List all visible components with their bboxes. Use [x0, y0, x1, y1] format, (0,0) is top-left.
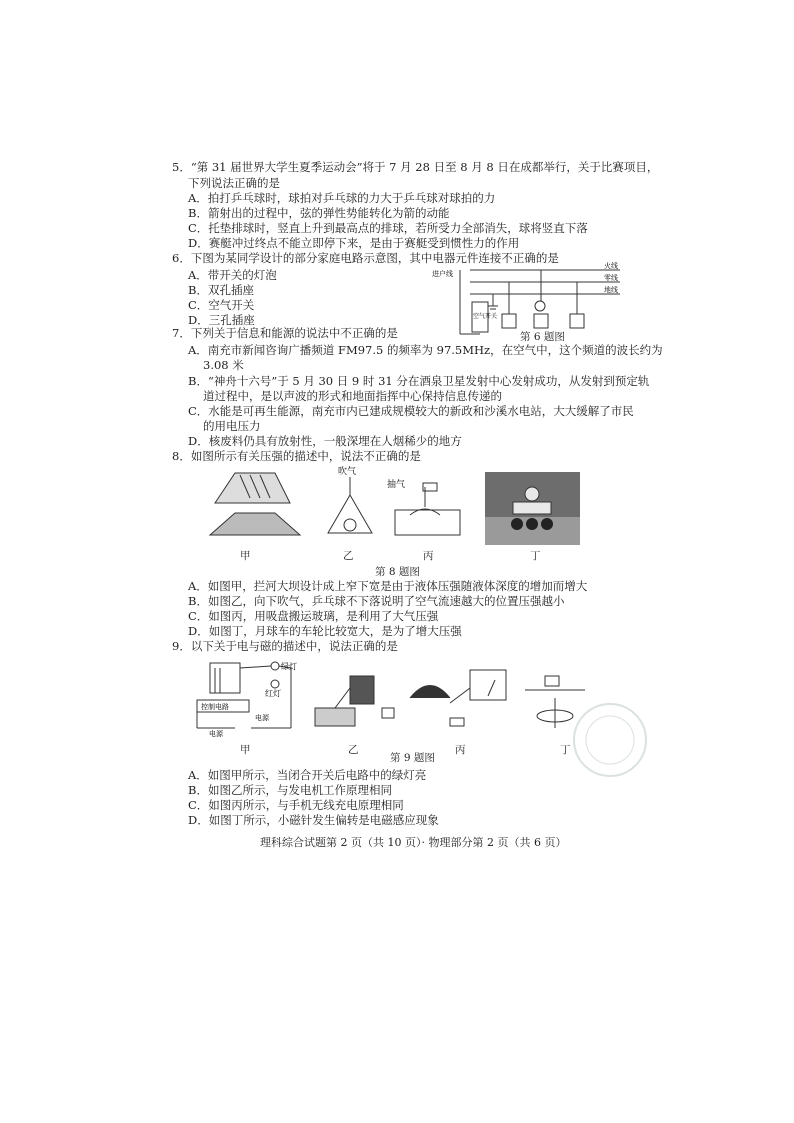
q6-option-d: D．三孔插座 — [188, 313, 255, 327]
q6-figure-caption: 第 6 题图 — [520, 331, 565, 343]
q9-option-d: D．如图丁所示，小磁针发生偏转是电磁感应现象 — [188, 813, 439, 827]
q5-option-d: D．赛艇冲过终点不能立即停下来，是由于赛艇受到惯性力的作用 — [188, 236, 520, 250]
q6-stem: 6．下图为某同学设计的部分家庭电路示意图，其中电器元件连接不正确的是 — [172, 251, 559, 265]
q6-label-breaker: 空气开关 — [473, 313, 498, 320]
q7-option-c-cont: 的用电压力 — [203, 419, 261, 433]
q7-option-b: B．“神舟十六号”于 5 月 30 日 9 时 31 分在酒泉卫星发射中心发射成功，从发射到预定轨 — [188, 374, 650, 388]
q5-option-c: C．托垫排球时，竖直上升到最高点的排球，若所受力全部消失，球将竖直下落 — [188, 221, 588, 235]
q9-label-bing: 丙 — [455, 744, 466, 756]
q7-option-a: A．南充市新闻咨询广播频道 FM97.5 的频率为 97.5MHz，在空气中，这个频道的波长约为 — [188, 343, 663, 357]
q9-label-ding: 丁 — [560, 744, 571, 756]
q8-label-ding: 丁 — [530, 550, 541, 562]
q9-option-a: A．如图甲所示，当闭合开关后电路中的绿灯亮 — [188, 768, 427, 782]
q6-option-a: A．带开关的灯泡 — [188, 268, 277, 282]
q8-fig-yi-funnel — [320, 465, 380, 540]
q9-label-src2: 电源 — [255, 714, 269, 722]
q5-option-a: A．拍打乒乓球时，球拍对乒乓球的力大于乒乓球对球拍的力 — [188, 191, 496, 205]
q9-label-yi: 乙 — [348, 744, 359, 756]
q5-stem: 5．“第 31 届世界大学生夏季运动会”将于 7 月 28 日至 8 月 8 日在成都举行，关于比赛项目， — [172, 160, 659, 174]
q8-label-jia: 甲 — [240, 550, 251, 562]
q9-fig-bing-generator — [405, 668, 510, 738]
q6-option-c: C．空气开关 — [188, 298, 255, 312]
q9-fig-jia-relay — [195, 658, 305, 738]
q8-stem: 8．如图所示有关压强的描述中，说法不正确的是 — [172, 449, 421, 463]
q8-fig-jia-dam — [205, 463, 305, 538]
q9-label-ctrl: 控制电路 — [201, 703, 229, 711]
q8-fig-bing-suction — [385, 475, 470, 540]
q8-figure-caption: 第 8 题图 — [375, 566, 420, 578]
q8-label-bing: 丙 — [423, 550, 434, 562]
q7-option-b-cont: 道过程中，是以声波的形式和地面指挥中心保持信息传递的 — [203, 389, 502, 403]
q6-label-fire: 火线 — [604, 262, 618, 270]
q8-option-c: C．如图丙，用吸盘搬运玻璃，是利用了大气压强 — [188, 609, 439, 623]
q7-stem: 7．下列关于信息和能源的说法中不正确的是 — [172, 326, 398, 340]
q9-stem: 9．以下关于电与磁的描述中，说法正确的是 — [172, 639, 398, 653]
q8-label-blow: 吹气 — [338, 467, 357, 477]
q6-label-ground: 地线 — [604, 286, 618, 294]
q6-label-entry: 进户线 — [432, 270, 453, 278]
q9-option-c: C．如图丙所示，与手机无线充电原理相同 — [188, 798, 404, 812]
q9-figure-caption: 第 9 题图 — [390, 752, 435, 764]
q9-label-red: 红灯 — [265, 689, 281, 698]
page-footer: 理科综合试题第 2 页（共 10 页）· 物理部分第 2 页（共 6 页） — [260, 836, 567, 849]
q8-option-a: A．如图甲，拦河大坝设计成上窄下宽是由于液体压强随液体深度的增加而增大 — [188, 579, 588, 593]
q8-fig-ding-rover — [485, 472, 580, 545]
q9-label-jia: 甲 — [240, 744, 251, 756]
q5-option-b: B．箭射出的过程中，弦的弹性势能转化为箭的动能 — [188, 206, 450, 220]
q8-label-pump: 抽气 — [387, 480, 406, 490]
q9-option-b: B．如图乙所示，与发电机工作原理相同 — [188, 783, 392, 797]
q8-option-d: D．如图丁，月球车的车轮比较宽大，是为了增大压强 — [188, 624, 462, 638]
q5-stem-cont: 下列说法正确的是 — [188, 176, 280, 190]
q7-option-d: D．核废料仍具有放射性，一般深埋在人烟稀少的地方 — [188, 434, 462, 448]
q7-option-c: C．水能是可再生能源，南充市内已建成规模较大的新政和沙溪水电站，大大缓解了市民 — [188, 404, 634, 418]
q6-option-b: B．双孔插座 — [188, 283, 254, 297]
watermark-seal — [570, 700, 650, 780]
q7-option-a-cont: 3.08 米 — [203, 358, 244, 372]
q8-option-b: B．如图乙，向下吹气，乒乓球不下落说明了空气流速越大的位置压强越小 — [188, 594, 565, 608]
q9-label-src1: 电源 — [209, 730, 223, 738]
q6-label-zero: 零线 — [604, 274, 618, 282]
q9-fig-yi-motor — [310, 668, 405, 738]
q9-label-green: 绿灯 — [281, 662, 297, 671]
q8-label-yi: 乙 — [343, 550, 354, 562]
